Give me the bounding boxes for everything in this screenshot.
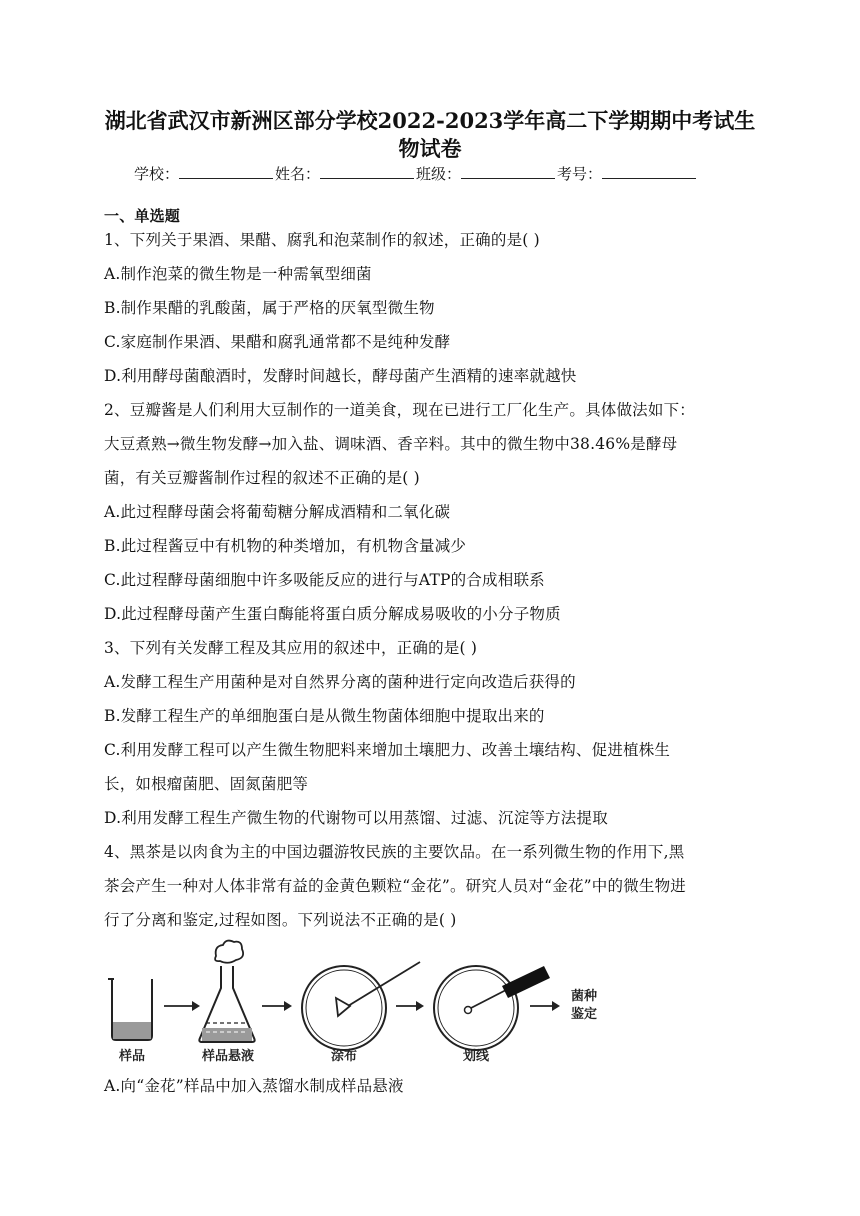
q2-option-c: C.此过程酵母菌细胞中许多吸能反应的进行与ATP的合成相联系 [104,571,545,589]
section-title: 一、单选题 [104,207,181,225]
exam-title-line2: 物试卷 [398,136,462,161]
q4-stem-line3: 行了分离和鉴定,过程如图。下列说法不正确的是( ) [104,911,457,929]
name-blank [320,164,414,179]
q2-option-a: A.此过程酵母菌会将葡萄糖分解成酒精和二氧化碳 [104,503,451,521]
q3-option-b: B.发酵工程生产的单细胞蛋白是从微生物菌体细胞中提取出来的 [104,707,545,725]
petri-dish-streaking-icon [434,966,550,1050]
label-strain: 菌种 [570,989,598,1004]
q1-option-d: D.利用酵母菌酿酒时，发酵时间越长，酵母菌产生酒精的速率就越快 [104,367,577,385]
q2-stem-line3: 菌，有关豆瓣酱制作过程的叙述不正确的是( ) [104,469,420,487]
q1-option-c: C.家庭制作果酒、果醋和腐乳通常都不是纯种发酵 [104,333,451,351]
isolation-process-figure [104,936,624,1066]
q3-option-d: D.利用发酵工程生产微生物的代谢物可以用蒸馏、过滤、沉淀等方法提取 [104,809,608,827]
exam-title-line1: 湖北省武汉市新洲区部分学校2022-2023学年高二下学期期中考试生 [104,108,756,133]
label-streaking: 划线 [462,1049,490,1064]
label-identification: 鉴定 [570,1007,598,1022]
student-info-row [134,163,698,184]
q4-stem-line2: 茶会产生一种对人体非常有益的金黄色颗粒“金花”。研究人员对“金花”中的微生物进 [104,877,686,895]
label-sample-suspension: 样品悬液 [201,1049,255,1064]
label-sample: 样品 [118,1049,146,1064]
exam-no-blank [602,164,696,179]
arrow-icon [262,1001,292,1011]
label-spreading: 涂布 [330,1049,358,1064]
q2-stem-line1: 2、豆瓣酱是人们利用大豆制作的一道美食，现在已进行工厂化生产。具体做法如下： [104,401,695,419]
class-blank [461,164,555,179]
q3-option-c-line1: C.利用发酵工程可以产生微生物肥料来增加土壤肥力、改善土壤结构、促进植株生 [104,741,671,759]
q4-stem-line1: 4、黑茶是以肉食为主的中国边疆游牧民族的主要饮品。在一系列微生物的作用下,黑 [104,843,685,861]
flask-icon [199,941,254,1042]
arrow-icon [396,1001,424,1011]
q4-option-a: A.向“金花”样品中加入蒸馏水制成样品悬液 [104,1077,404,1095]
q3-stem: 3、下列有关发酵工程及其应用的叙述中，正确的是( ) [104,639,478,657]
arrow-icon [530,1001,560,1011]
q1-option-a: A.制作泡菜的微生物是一种需氧型细菌 [104,265,372,283]
school-label: 学校： [134,165,180,183]
q2-option-b: B.此过程酱豆中有机物的种类增加，有机物含量减少 [104,537,467,555]
q2-stem-line2: 大豆煮熟→微生物发酵→加入盐、调味酒、香辛料。其中的微生物中38.46%是酵母 [104,435,678,453]
arrow-icon [164,1001,200,1011]
school-blank [179,164,273,179]
beaker-icon [108,979,152,1040]
name-label: 姓名： [275,165,321,183]
q1-stem: 1、下列关于果酒、果醋、腐乳和泡菜制作的叙述，正确的是( ) [104,231,540,249]
q3-option-c-line2: 长，如根瘤菌肥、固氮菌肥等 [104,775,309,793]
class-label: 班级： [416,165,462,183]
q1-option-b: B.制作果醋的乳酸菌，属于严格的厌氧型微生物 [104,299,435,317]
q3-option-a: A.发酵工程生产用菌种是对自然界分离的菌种进行定向改造后获得的 [104,673,576,691]
q2-option-d: D.此过程酵母菌产生蛋白酶能将蛋白质分解成易吸收的小分子物质 [104,605,561,623]
exam-no-label: 考号： [557,165,603,183]
